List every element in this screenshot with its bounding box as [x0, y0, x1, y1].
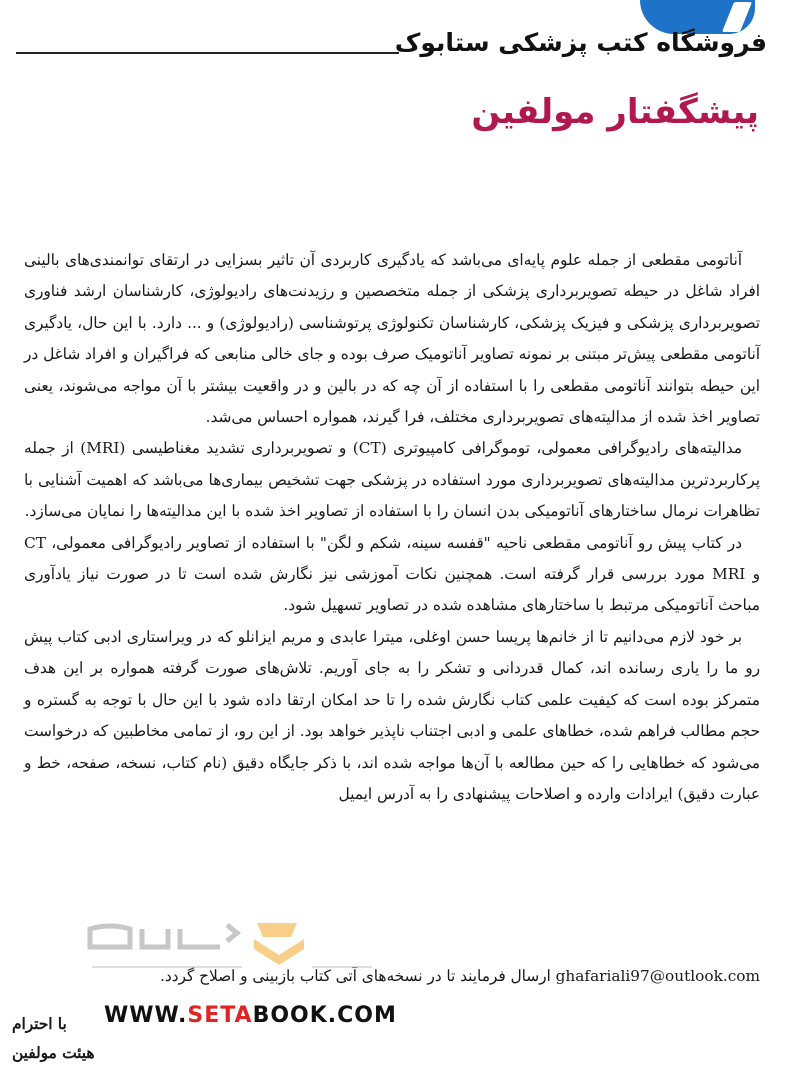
setabook-watermark [82, 915, 382, 975]
paragraph: آناتومی مقطعی از جمله علوم پایه‌ای می‌باشد که یادگیری کاربردی آن تاثیر بسزایی در ارتقای توانمندی‌های بالینی افراد شاغل در حیطه تصویربرداری پزشکی از جمله متخصصین و رزیدنت‌های رادیولوژی، کارشناسان ارشد فناوری تصویربرداری پزشکی و فیزیک پزشکی، کارشناسان تکنولوژی پرتوشناسی (رادیولوژی) و ... دارد. با این حال، یادگیری آناتومی مقطعی پیش‌تر مبتنی بر نمونه تصاویر آناتومیک صرف بوده و جای خالی منابعی که فراگیران و افراد شاغل در این حیطه بتوانند آناتومی مقطعی را با استفاده از آن چه که در بالین و در واقعیت بیشتر با آن مواجه می‌شوند، یعنی تصاویر اخذ شده از مدالیته‌های تصویربرداری مختلف، فرا گیرند، همواره احساس می‌شد. [24, 251, 760, 427]
site-url[interactable] [104, 1003, 397, 1028]
paragraph: در کتاب پیش رو آناتومی مقطعی ناحیه "قفسه سینه، شکم و لگن" با استفاده از تصاویر رادیوگرافی معمولی، CT و MRI مورد بررسی قرار گرفته است. همچنین نکات آموزشی نیز نگارش شده است تا در صورت نیاز یادآوری مباحث آناتومیکی مرتبط با ساختارهای مشاهده شده در تصاویر تسهیل شود. [24, 533, 760, 615]
watermark-letters [90, 925, 237, 947]
paragraph: مدالیته‌های رادیوگرافی معمولی، توموگرافی کامپیوتری (CT) و تصویربرداری تشدید مغناطیسی (MRI) از جمله پرکاربردترین مدالیته‌های تصویربرداری مورد استفاده در پزشکی جهت تشخیص بیماری‌ها می‌باشد که اهمیت آشنایی با تظاهرات نرمال ساختارهای آناتومیکی بدن انسان را با استفاده از تصاویر اخذ شده با این مدالیته‌ها را نمایان می‌سازد. [24, 439, 760, 521]
page-title: پیشگفتار مولفین [471, 92, 759, 132]
closing-regards: با احترام [12, 1015, 67, 1033]
store-name: فروشگاه کتب پزشکی ستابوک [394, 28, 767, 57]
watermark-logo-icon [254, 923, 304, 965]
site-url-prefix: WWW. [104, 1003, 188, 1028]
contact-email[interactable]: ghafariali97@outlook.com [555, 967, 760, 985]
email-line-text: ارسال فرمایند تا در نسخه‌های آتی کتاب بازبینی و اصلاح گردد. [160, 967, 551, 985]
site-url-highlight: SETA [187, 1003, 253, 1028]
header-rule [16, 52, 399, 54]
preface-body [24, 245, 760, 810]
paragraph: بر خود لازم می‌دانیم تا از خانم‌ها پریسا حسن اوغلی، میترا عابدی و مریم ایزانلو که در ویراستاری ادبی کتاب پیش رو ما را یاری رسانده اند، کمال قدردانی و تشکر را به جای آوریم. تلاش‌های صورت گرفته همواره بر این هدف متمرکز بوده است که کیفیت علمی کتاب نگارش شده را تا حد امکان ارتقا داده شود با این حال با توجه به گستره و حجم مطالب فراهم شده، خطاهای علمی و ادبی اجتناب ناپذیر خواهد بود. از این رو، از تمامی مخاطبین که درخواست می‌شود که خطاهایی را که حین مطالعه با آن‌ها مواجه شده اند، با ذکر جایگاه دقیق (نام کتاب، نسخه، صفحه، خط و عبارت دقیق) ایرادات وارده و اصلاحات پیشنهادی را به آدرس ایمیل [24, 627, 760, 803]
site-url-suffix: BOOK.COM [252, 1003, 397, 1028]
closing-signature: هیئت مولفین [12, 1044, 95, 1062]
